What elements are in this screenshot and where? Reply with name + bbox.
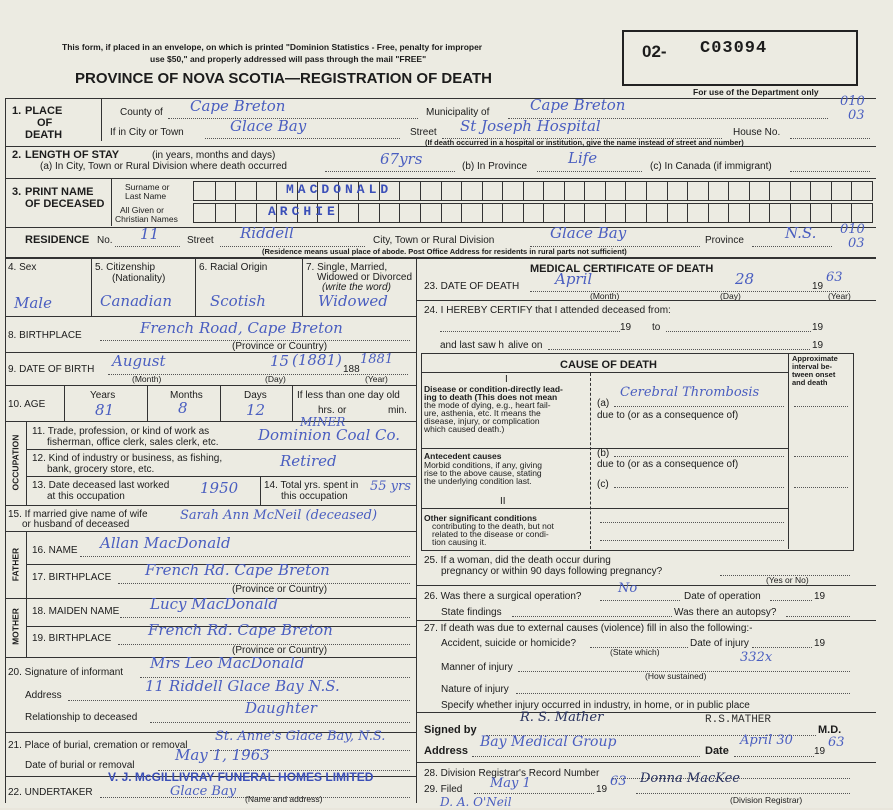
informant-value: Mrs Leo MacDonald: [150, 654, 305, 672]
mail-notice-line1: This form, if placed in an envelope, on which is printed "Dominion Statistics - Free, penalty for improper: [62, 42, 483, 52]
municipality-label: Municipality of: [426, 107, 490, 118]
how-sustained: (How sustained): [645, 671, 707, 681]
municipality-value: Cape Breton: [530, 96, 626, 114]
spouse-value: Sarah Ann McNeil (deceased): [180, 508, 378, 523]
surname-label-a: Surname or: [125, 182, 170, 192]
street-value: St Joseph Hospital: [460, 117, 601, 135]
date-of-death-label: 23. DATE OF DEATH: [424, 281, 520, 292]
relationship-value: Daughter: [245, 699, 317, 717]
spouse-label-a: 15. If married give name of wife: [8, 509, 148, 520]
occ-13-label-b: at this occupation: [47, 491, 125, 502]
antecedent-a: Antecedent causes: [424, 451, 502, 461]
dob-year-value: 1881: [360, 352, 394, 367]
birthplace-value: French Road, Cape Breton: [140, 319, 343, 337]
father-name-label: 16. NAME: [32, 545, 78, 556]
mother-side-label: MOTHER: [10, 608, 21, 645]
mail-notice-line2: use $50," and properly addressed will pass through the mail "FREE": [150, 54, 427, 64]
printed-name: R.S.MATHER: [705, 714, 772, 726]
pregnancy-label-b: pregnancy or within 90 days following pregnancy?: [441, 566, 663, 577]
interval-b: interval be-: [792, 362, 833, 371]
stay-canada-label: (c) In Canada (if immigrant): [650, 161, 772, 172]
s1-label-a: PLACE: [25, 105, 63, 117]
filed-label: 29. Filed: [424, 784, 463, 795]
city-town-label: If in City or Town: [110, 127, 184, 138]
birthplace-label: 8. BIRTHPLACE: [8, 330, 82, 341]
certify-to: to: [652, 322, 661, 333]
signed-by-label: Signed by: [424, 724, 477, 736]
sex-label: 4. Sex: [8, 262, 37, 273]
print-name-label-b: OF DECEASED: [25, 198, 105, 210]
dob-month-sub: (Month): [132, 374, 162, 384]
informant-address-value: 11 Riddell Glace Bay N.S.: [145, 677, 340, 695]
disease-c: the mode of dying, e.g., heart fail-: [424, 400, 551, 410]
surname-value: MACDONALD: [286, 182, 393, 197]
signature-date-value: April 30: [740, 733, 793, 748]
signature-year: 63: [828, 735, 845, 750]
record-number-label: 28. Division Registrar's Record Number: [424, 768, 600, 779]
occ-13-label-a: 13. Date deceased last worked: [32, 480, 170, 491]
length-of-stay-label: LENGTH OF STAY: [25, 149, 120, 161]
disease-b: ing to death (This does not mean: [424, 392, 558, 402]
medical-cert-title: MEDICAL CERTIFICATE OF DEATH: [530, 263, 714, 275]
relationship-label: Relationship to deceased: [25, 712, 138, 723]
burial-date-label: Date of burial or removal: [25, 760, 135, 771]
age-hrs: hrs. or: [318, 405, 347, 416]
occ-11-label-a: 11. Trade, profession, or kind of work as: [32, 426, 210, 437]
disease-f: which caused death.): [424, 424, 505, 434]
signature-year-printed: 19: [814, 746, 826, 757]
death-year-sub: (Year): [828, 291, 851, 301]
age-days-value: 12: [246, 401, 266, 419]
alive-on-label: alive on: [508, 340, 543, 351]
residence-city-value: Glace Bay: [550, 224, 627, 242]
md-label: M.D.: [818, 724, 842, 736]
father-name-value: Allan MacDonald: [100, 534, 231, 552]
dob-year-sub: (Year): [365, 374, 388, 384]
operation-date-19: 19: [814, 591, 826, 602]
form-title: PROVINCE OF NOVA SCOTIA—REGISTRATION OF DEATH: [75, 70, 492, 87]
accident-label: Accident, suicide or homicide?: [441, 638, 577, 649]
undertaker-address: Glace Bay: [170, 784, 237, 799]
other-c: related to the disease or condi-: [432, 529, 549, 539]
father-birthplace-label: 17. BIRTHPLACE: [32, 572, 112, 583]
father-side-label: FATHER: [10, 547, 21, 582]
other-a: Other significant conditions: [424, 513, 537, 523]
stay-province-label: (b) In Province: [462, 161, 528, 172]
father-birthplace-value: French Rd. Cape Breton: [145, 561, 330, 579]
dept-code-2b: 03: [848, 236, 865, 251]
occ-12-label-a: 12. Kind of industry or business, as fishing,: [32, 453, 223, 464]
racial-origin-value: Scotish: [210, 292, 266, 310]
sex-value: Male: [14, 294, 52, 312]
s1-label-c: DEATH: [25, 129, 63, 141]
occupation-side-label: OCCUPATION: [10, 434, 21, 491]
certify-19b: 19: [812, 322, 824, 333]
certify-label: 24. I HEREBY CERTIFY that I attended deceased from:: [424, 305, 671, 316]
filed-value: May 1: [490, 776, 531, 791]
age-min: min.: [388, 405, 407, 416]
surgery-value: No: [618, 581, 638, 596]
antecedent-c: rise to the above cause, stating: [424, 468, 542, 478]
mother-birthplace-label: 19. BIRTHPLACE: [32, 633, 112, 644]
residence-province-value: N.S.: [785, 224, 817, 242]
marital-value: Widowed: [318, 292, 388, 310]
death-month-sub: (Month): [590, 291, 620, 301]
certify-19a: 19: [620, 322, 632, 333]
surname-label-b: Last Name: [125, 191, 167, 201]
dept-code-1b: 03: [848, 108, 865, 123]
marital-label-b: Widowed or Divorced: [317, 272, 413, 283]
s1-num: 1.: [12, 105, 22, 117]
occ-14-value: 55 yrs: [370, 479, 411, 494]
disease-e: disease, injury, or complication: [424, 416, 540, 426]
burial-place-value: St. Anne's Glace Bay, N.S.: [215, 729, 386, 744]
citizenship-label: 5. Citizenship: [95, 262, 156, 273]
racial-origin-label: 6. Racial Origin: [199, 262, 268, 273]
department-use-note: For use of the Department only: [693, 87, 819, 97]
informant-label: 20. Signature of informant: [8, 667, 124, 678]
injury-date-label: Date of injury: [690, 638, 749, 649]
registrar-signature: Donna MacKee: [640, 771, 740, 786]
hospital-note: (If death occurred in a hospital or institution, give the name instead of street and number): [425, 138, 744, 147]
dept-code-2a: 010: [840, 222, 865, 237]
house-no-label: House No.: [733, 127, 781, 138]
disease-a: Disease or condition-directly lead-: [424, 384, 563, 394]
age-days-label: Days: [244, 390, 267, 401]
occ-14-label-a: 14. Total yrs. spent in: [264, 480, 359, 491]
residence-label: RESIDENCE: [25, 234, 90, 246]
mother-maiden-value: Lucy MacDonald: [150, 595, 279, 613]
mother-birthplace-value: French Rd. Cape Breton: [148, 621, 333, 639]
death-year: 63: [826, 270, 843, 285]
state-which: (State which): [610, 647, 660, 657]
mother-birthplace-sub: (Province or Country): [232, 645, 328, 656]
occ-11-value-b: Dominion Coal Co.: [258, 426, 401, 444]
bottom-note: D. A. O'Neil: [440, 795, 512, 809]
cause-a-value: Cerebral Thrombosis: [620, 385, 760, 400]
dob-year-printed: 188: [343, 364, 360, 375]
county-value: Cape Breton: [190, 97, 286, 115]
pregnancy-yes-no: (Yes or No): [766, 575, 809, 585]
father-birthplace-sub: (Province or Country): [232, 584, 328, 595]
print-name-label-a: PRINT NAME: [25, 186, 94, 198]
given-label-b: Christian Names: [115, 214, 178, 224]
birthplace-sub: (Province or Country): [232, 341, 328, 352]
residence-street-label: Street: [187, 235, 214, 246]
death-year-printed: 19: [812, 281, 824, 292]
occ-11-value-a: MINER: [300, 415, 346, 429]
signed-by-value: R. S. Mather: [520, 710, 604, 725]
informant-address-label: Address: [25, 690, 62, 701]
residence-note: (Residence means usual place of abode. Post Office Address for residents in rural parts not sufficient): [262, 247, 627, 256]
stay-city-value: 67yrs: [380, 150, 423, 168]
residence-no-label: No.: [97, 235, 113, 246]
residence-no-value: 11: [140, 225, 160, 243]
death-day: 28: [735, 270, 755, 288]
citizenship-value: Canadian: [100, 292, 173, 310]
other-d: tion causing it.: [432, 537, 487, 547]
interval-a: Approximate: [792, 354, 838, 363]
dob-month: August: [112, 352, 166, 370]
stay-province-value: Life: [568, 149, 598, 167]
roman-two: II: [500, 496, 506, 507]
occ-13-value: 1950: [200, 479, 239, 497]
occ-12-value: Retired: [280, 452, 337, 470]
death-day-sub: (Day): [720, 291, 741, 301]
age-years-value: 81: [95, 401, 115, 419]
dob-label: 9. DATE OF BIRTH: [8, 364, 95, 375]
operation-date-label: Date of operation: [684, 591, 761, 602]
registrar-sub: (Division Registrar): [730, 795, 803, 805]
cause-a-marker: (a): [597, 398, 610, 409]
disease-d: ure, asthenia, etc. It means the: [424, 408, 541, 418]
external-causes-label: 27. If death was due to external causes (violence) fill in also the following:-: [424, 623, 753, 634]
age-months-value: 8: [178, 399, 188, 417]
dob-day: 15: [270, 352, 290, 370]
nature-label: Nature of injury: [441, 684, 509, 695]
occ-12-label-b: bank, grocery store, etc.: [47, 464, 155, 475]
age-years-label: Years: [90, 390, 116, 401]
undertaker-label: 22. UNDERTAKER: [8, 787, 93, 798]
undertaker-stamp: V. J. McGILLIVRAY FUNERAL HOMES LIMITED: [108, 770, 374, 784]
given-label-a: All Given or: [120, 205, 164, 215]
registration-prefix: 02-: [642, 42, 667, 61]
given-name-value: ARCHIE: [268, 204, 339, 219]
residence-province-label: Province: [705, 235, 744, 246]
roman-one: I: [505, 374, 508, 385]
surgery-label: 26. Was there a surgical operation?: [424, 591, 582, 602]
filed-year: 63: [610, 774, 627, 789]
classification-code: 332x: [740, 650, 773, 665]
antecedent-d: the underlying condition last.: [424, 476, 532, 486]
other-b: contributing to the death, but not: [432, 521, 554, 531]
citizenship-sub: (Nationality): [112, 273, 166, 284]
antecedent-b: Morbid conditions, if any, giving: [424, 460, 542, 470]
occ-11-label-b: fisherman, office clerk, sales clerk, etc.: [47, 437, 219, 448]
county-label: County of: [120, 107, 163, 118]
due-to-1: due to (or as a consequence of): [597, 410, 739, 421]
interval-d: and death: [792, 378, 828, 387]
due-to-2: due to (or as a consequence of): [597, 459, 739, 470]
dob-day-sub: (Day): [265, 374, 286, 384]
burial-place-label: 21. Place of burial, cremation or removal: [8, 740, 188, 751]
signature-address-label: Address: [424, 745, 469, 757]
street-label: Street: [410, 127, 437, 138]
findings-label: State findings: [441, 607, 502, 618]
registration-number: C03094: [700, 39, 768, 58]
length-of-stay-sub: (in years, months and days): [152, 150, 276, 161]
age-months-label: Months: [170, 390, 203, 401]
s3-num: 3.: [12, 186, 22, 198]
injury-date-19: 19: [814, 638, 826, 649]
age-less-than-day: If less than one day old: [297, 390, 400, 401]
signature-date-label: Date: [705, 745, 729, 757]
filed-year-printed: 19: [596, 784, 608, 795]
marital-label-c: (write the word): [322, 282, 391, 293]
burial-date-value: May 1, 1963: [175, 746, 270, 764]
autopsy-label: Was there an autopsy?: [674, 607, 777, 618]
dob-year-circled: (1881): [292, 351, 342, 369]
undertaker-sub: (Name and address): [245, 794, 323, 804]
occ-14-label-b: this occupation: [281, 491, 348, 502]
s1-label-b: OF: [37, 117, 53, 129]
stay-city-label: (a) In City, Town or Rural Division where death occurred: [40, 161, 287, 172]
marital-label-a: 7. Single, Married,: [306, 262, 388, 273]
dept-code-1a: 010: [840, 94, 865, 109]
spouse-label-b: or husband of deceased: [22, 519, 130, 530]
residence-street-value: Riddell: [240, 224, 294, 242]
residence-city-label: City, Town or Rural Division: [373, 235, 495, 246]
cause-c-marker: (c): [597, 479, 609, 490]
interval-c: tween onset: [792, 370, 836, 379]
alive-on-19: 19: [812, 340, 824, 351]
cause-b-marker: (b): [597, 448, 610, 459]
mother-maiden-label: 18. MAIDEN NAME: [32, 606, 120, 617]
age-label: 10. AGE: [8, 399, 46, 410]
city-town-value: Glace Bay: [230, 117, 307, 135]
last-saw-label: and last saw h: [440, 340, 504, 351]
manner-label: Manner of injury: [441, 662, 513, 673]
specify-label: Specify whether injury occurred in industry, in home, or in public place: [441, 700, 750, 711]
death-month: April: [555, 270, 593, 288]
s2-num: 2.: [12, 149, 22, 161]
signature-address-value: Bay Medical Group: [480, 734, 617, 750]
cause-of-death-title: CAUSE OF DEATH: [560, 359, 657, 371]
pregnancy-label-a: 25. If a woman, did the death occur during: [424, 555, 611, 566]
